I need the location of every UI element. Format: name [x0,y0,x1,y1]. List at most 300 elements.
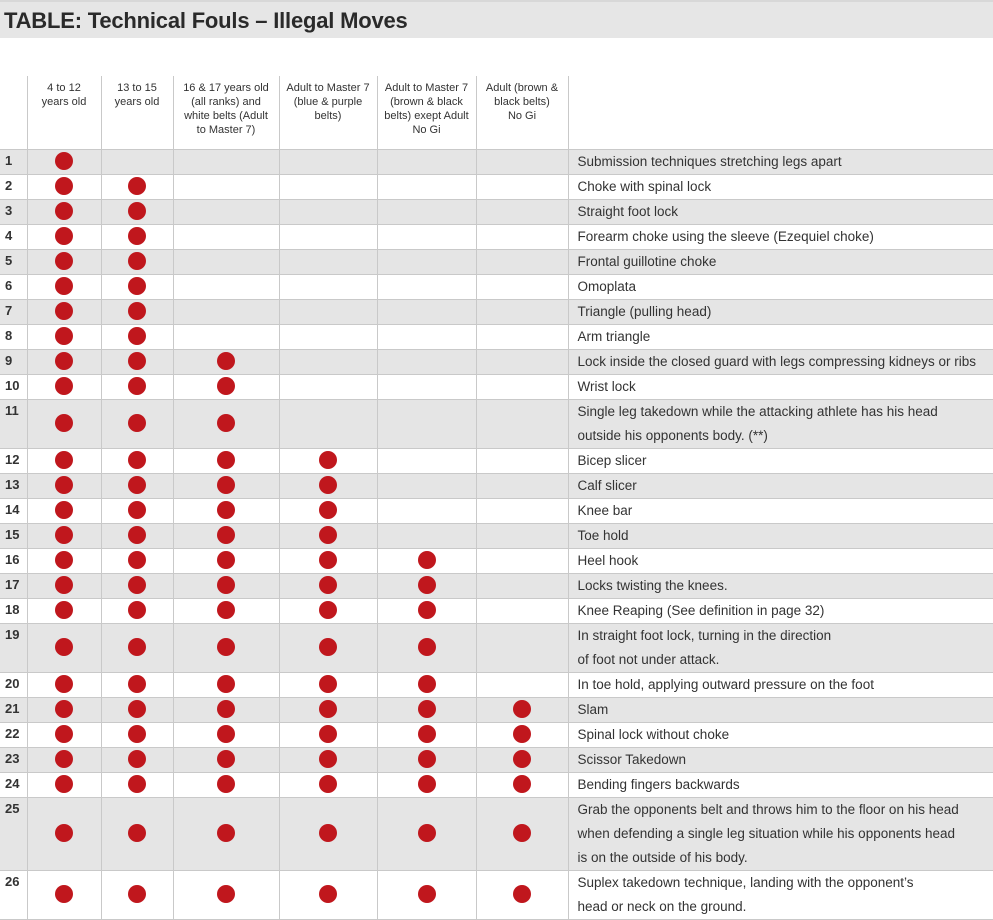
foul-description [568,224,993,249]
mark-cell [377,399,476,448]
table-row [0,224,993,249]
prohibited-dot-icon [128,700,146,718]
foul-description [568,324,993,349]
description-line: Straight foot lock [577,203,679,219]
prohibited-dot-icon [418,551,436,569]
prohibited-dot-icon [128,885,146,903]
prohibited-dot-icon [319,824,337,842]
mark-cell [377,697,476,722]
mark-cell [377,324,476,349]
table-row [0,498,993,523]
prohibited-dot-icon [217,476,235,494]
table-body [0,149,993,919]
mark-cell [27,697,101,722]
mark-cell [173,224,279,249]
prohibited-dot-icon [513,750,531,768]
table-row [0,399,993,448]
mark-cell [476,249,568,274]
prohibited-dot-icon [217,576,235,594]
row-number: 3 [0,199,27,224]
table-row [0,448,993,473]
description-line: Locks twisting the knees. [577,577,728,593]
description-line: Calf slicer [577,477,637,493]
mark-cell [101,174,173,199]
mark-cell [279,349,377,374]
mark-cell [101,349,173,374]
prohibited-dot-icon [55,377,73,395]
mark-cell [101,523,173,548]
prohibited-dot-icon [55,476,73,494]
foul-description [568,399,993,448]
prohibited-dot-icon [128,202,146,220]
description-line: Frontal guillotine choke [577,253,717,269]
mark-cell [101,324,173,349]
mark-cell [476,772,568,797]
prohibited-dot-icon [418,885,436,903]
foul-description [568,573,993,598]
fouls-table [0,76,993,920]
mark-cell [279,697,377,722]
mark-cell [476,274,568,299]
mark-cell [101,498,173,523]
prohibited-dot-icon [55,551,73,569]
prohibited-dot-icon [128,551,146,569]
column-header: 16 & 17 years old (all ranks) and white belts (Adult to Master 7) [173,76,279,149]
prohibited-dot-icon [128,501,146,519]
description-line: is on the outside of his body. [577,849,748,865]
prohibited-dot-icon [319,725,337,743]
mark-cell [101,747,173,772]
mark-cell [476,797,568,870]
mark-cell [279,772,377,797]
prohibited-dot-icon [55,675,73,693]
row-number: 12 [0,448,27,473]
foul-description [568,249,993,274]
mark-cell [27,149,101,174]
mark-cell [279,324,377,349]
mark-cell [173,498,279,523]
row-number: 21 [0,697,27,722]
prohibited-dot-icon [55,775,73,793]
mark-cell [279,870,377,919]
mark-cell [101,797,173,870]
foul-description [568,697,993,722]
mark-cell [476,747,568,772]
mark-cell [476,498,568,523]
mark-cell [27,870,101,919]
mark-cell [27,573,101,598]
table-row [0,249,993,274]
prohibited-dot-icon [55,725,73,743]
mark-cell [173,672,279,697]
prohibited-dot-icon [217,725,235,743]
prohibited-dot-icon [319,476,337,494]
table-row [0,672,993,697]
prohibited-dot-icon [128,451,146,469]
prohibited-dot-icon [513,775,531,793]
mark-cell [27,473,101,498]
prohibited-dot-icon [217,824,235,842]
mark-cell [173,324,279,349]
row-number: 5 [0,249,27,274]
prohibited-dot-icon [55,700,73,718]
prohibited-dot-icon [128,725,146,743]
description-line: Single leg takedown while the attacking athlete has his head [577,403,938,419]
description-line: outside his opponents body. (**) [577,427,768,443]
mark-cell [173,548,279,573]
prohibited-dot-icon [128,302,146,320]
mark-cell [279,722,377,747]
mark-cell [101,224,173,249]
prohibited-dot-icon [418,775,436,793]
mark-cell [476,174,568,199]
prohibited-dot-icon [55,202,73,220]
row-number: 23 [0,747,27,772]
foul-description [568,722,993,747]
mark-cell [377,274,476,299]
mark-cell [27,448,101,473]
mark-cell [173,797,279,870]
prohibited-dot-icon [418,824,436,842]
mark-cell [476,374,568,399]
mark-cell [279,523,377,548]
mark-cell [476,199,568,224]
prohibited-dot-icon [55,601,73,619]
mark-cell [476,399,568,448]
description-line: of foot not under attack. [577,651,720,667]
prohibited-dot-icon [128,576,146,594]
column-header: 4 to 12 years old [27,76,101,149]
table-row [0,374,993,399]
mark-cell [27,324,101,349]
prohibited-dot-icon [55,576,73,594]
mark-cell [476,623,568,672]
mark-cell [101,548,173,573]
prohibited-dot-icon [513,700,531,718]
mark-cell [173,399,279,448]
row-number: 2 [0,174,27,199]
prohibited-dot-icon [128,601,146,619]
prohibited-dot-icon [217,377,235,395]
description-line: Spinal lock without choke [577,726,730,742]
prohibited-dot-icon [513,885,531,903]
mark-cell [476,573,568,598]
mark-cell [27,498,101,523]
row-number: 18 [0,598,27,623]
description-line: Wrist lock [577,378,636,394]
prohibited-dot-icon [319,526,337,544]
foul-description [568,548,993,573]
mark-cell [377,174,476,199]
foul-description [568,349,993,374]
mark-cell [101,249,173,274]
prohibited-dot-icon [418,576,436,594]
prohibited-dot-icon [217,675,235,693]
mark-cell [173,747,279,772]
row-number: 1 [0,149,27,174]
mark-cell [377,349,476,374]
prohibited-dot-icon [128,414,146,432]
row-number: 15 [0,523,27,548]
mark-cell [173,448,279,473]
title-bar [0,0,993,38]
prohibited-dot-icon [217,501,235,519]
mark-cell [279,174,377,199]
mark-cell [476,523,568,548]
mark-cell [173,573,279,598]
prohibited-dot-icon [55,152,73,170]
mark-cell [27,772,101,797]
prohibited-dot-icon [128,775,146,793]
mark-cell [27,523,101,548]
mark-cell [279,374,377,399]
foul-description [568,523,993,548]
description-line: In toe hold, applying outward pressure on the foot [577,676,874,692]
mark-cell [173,697,279,722]
row-number: 22 [0,722,27,747]
column-header: Adult (brown & black belts) No Gi [476,76,568,149]
row-number: 8 [0,324,27,349]
mark-cell [173,199,279,224]
prohibited-dot-icon [128,327,146,345]
mark-cell [27,374,101,399]
mark-cell [279,573,377,598]
foul-description [568,598,993,623]
prohibited-dot-icon [319,700,337,718]
prohibited-dot-icon [217,551,235,569]
mark-cell [377,598,476,623]
mark-cell [279,498,377,523]
description-line: Toe hold [577,527,629,543]
table-row [0,722,993,747]
mark-cell [101,672,173,697]
mark-cell [27,349,101,374]
mark-cell [27,548,101,573]
column-header: Adult to Master 7 (brown & black belts) exept Adult No Gi [377,76,476,149]
prohibited-dot-icon [217,885,235,903]
table-row [0,747,993,772]
mark-cell [377,548,476,573]
prohibited-dot-icon [418,601,436,619]
prohibited-dot-icon [55,302,73,320]
prohibited-dot-icon [217,414,235,432]
page-title: TABLE: Technical Fouls – Illegal Moves [4,8,408,33]
mark-cell [173,598,279,623]
table-row [0,797,993,870]
mark-cell [279,224,377,249]
prohibited-dot-icon [55,414,73,432]
row-number: 16 [0,548,27,573]
table-row [0,149,993,174]
mark-cell [377,498,476,523]
prohibited-dot-icon [55,824,73,842]
prohibited-dot-icon [128,824,146,842]
mark-cell [279,299,377,324]
mark-cell [27,797,101,870]
mark-cell [101,299,173,324]
foul-description [568,199,993,224]
prohibited-dot-icon [128,277,146,295]
mark-cell [27,224,101,249]
mark-cell [27,274,101,299]
mark-cell [377,747,476,772]
row-number: 6 [0,274,27,299]
mark-cell [476,697,568,722]
description-line: Slam [577,701,609,717]
prohibited-dot-icon [128,675,146,693]
mark-cell [476,224,568,249]
mark-cell [377,224,476,249]
table-row [0,299,993,324]
prohibited-dot-icon [55,252,73,270]
prohibited-dot-icon [128,638,146,656]
mark-cell [173,274,279,299]
prohibited-dot-icon [128,252,146,270]
foul-description [568,299,993,324]
description-line: Omoplata [577,278,637,294]
mark-cell [377,797,476,870]
header-num-col [0,76,27,149]
prohibited-dot-icon [128,526,146,544]
prohibited-dot-icon [128,177,146,195]
prohibited-dot-icon [55,451,73,469]
mark-cell [101,199,173,224]
mark-cell [279,399,377,448]
foul-description [568,772,993,797]
mark-cell [27,249,101,274]
mark-cell [377,573,476,598]
prohibited-dot-icon [319,885,337,903]
mark-cell [279,473,377,498]
foul-description [568,870,993,919]
prohibited-dot-icon [418,700,436,718]
description-line: Knee bar [577,502,633,518]
mark-cell [101,473,173,498]
prohibited-dot-icon [128,352,146,370]
mark-cell [173,523,279,548]
row-number: 19 [0,623,27,672]
mark-cell [377,722,476,747]
mark-cell [279,797,377,870]
prohibited-dot-icon [55,638,73,656]
mark-cell [173,149,279,174]
mark-cell [377,299,476,324]
prohibited-dot-icon [319,451,337,469]
row-number: 10 [0,374,27,399]
mark-cell [377,672,476,697]
mark-cell [101,374,173,399]
prohibited-dot-icon [217,638,235,656]
table-row [0,573,993,598]
description-line: Bicep slicer [577,452,647,468]
mark-cell [101,448,173,473]
row-number: 13 [0,473,27,498]
mark-cell [27,399,101,448]
mark-cell [279,672,377,697]
mark-cell [27,299,101,324]
mark-cell [279,274,377,299]
table-row [0,598,993,623]
mark-cell [101,598,173,623]
mark-cell [173,623,279,672]
prohibited-dot-icon [55,352,73,370]
table-row [0,174,993,199]
description-line: Bending fingers backwards [577,776,740,792]
mark-cell [101,573,173,598]
mark-cell [27,623,101,672]
row-number: 14 [0,498,27,523]
prohibited-dot-icon [55,885,73,903]
mark-cell [101,149,173,174]
mark-cell [101,772,173,797]
prohibited-dot-icon [55,750,73,768]
description-line: Choke with spinal lock [577,178,712,194]
mark-cell [279,199,377,224]
mark-cell [377,473,476,498]
mark-cell [377,149,476,174]
prohibited-dot-icon [418,750,436,768]
prohibited-dot-icon [319,551,337,569]
prohibited-dot-icon [128,377,146,395]
table-row [0,697,993,722]
mark-cell [476,299,568,324]
mark-cell [173,249,279,274]
mark-cell [173,374,279,399]
mark-cell [377,374,476,399]
prohibited-dot-icon [217,451,235,469]
prohibited-dot-icon [217,750,235,768]
mark-cell [173,299,279,324]
foul-description [568,174,993,199]
foul-description [568,473,993,498]
mark-cell [476,548,568,573]
mark-cell [173,473,279,498]
mark-cell [476,598,568,623]
prohibited-dot-icon [128,750,146,768]
prohibited-dot-icon [217,352,235,370]
prohibited-dot-icon [55,177,73,195]
mark-cell [279,548,377,573]
table-row [0,324,993,349]
prohibited-dot-icon [128,476,146,494]
column-header: Adult to Master 7 (blue & purple belts) [279,76,377,149]
prohibited-dot-icon [55,227,73,245]
description-line: Grab the opponents belt and throws him to the floor on his head [577,801,959,817]
prohibited-dot-icon [55,526,73,544]
row-number: 17 [0,573,27,598]
prohibited-dot-icon [217,775,235,793]
foul-description [568,149,993,174]
mark-cell [101,623,173,672]
mark-cell [377,448,476,473]
description-line: Forearm choke using the sleeve (Ezequiel choke) [577,228,874,244]
mark-cell [377,870,476,919]
prohibited-dot-icon [319,750,337,768]
mark-cell [377,623,476,672]
table-row [0,473,993,498]
mark-cell [377,772,476,797]
prohibited-dot-icon [319,675,337,693]
row-number: 11 [0,399,27,448]
description-line: In straight foot lock, turning in the direction [577,627,832,643]
table-row [0,870,993,919]
row-number: 4 [0,224,27,249]
prohibited-dot-icon [55,501,73,519]
mark-cell [476,349,568,374]
mark-cell [377,523,476,548]
prohibited-dot-icon [319,601,337,619]
table-row [0,274,993,299]
